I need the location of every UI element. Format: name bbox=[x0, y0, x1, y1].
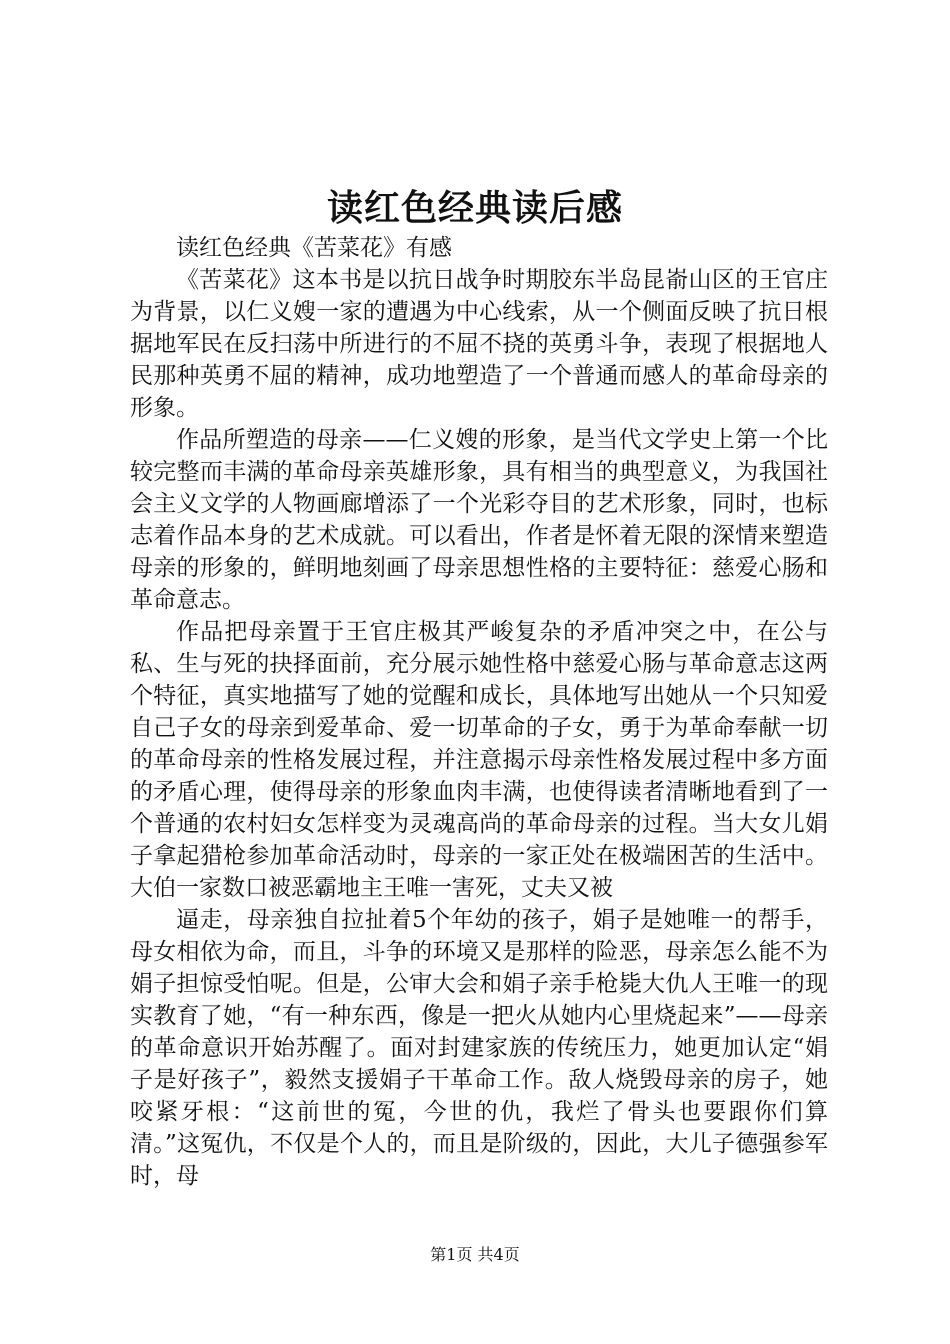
body-paragraph: 《苦菜花》这本书是以抗日战争时期胶东半岛昆嵛山区的王官庄为背景，以仁义嫂一家的遭遇为中心线索，从一个侧面反映了抗日根据地军民在反扫荡中所进行的不屈不挠的英勇斗争，表现了根据地人民那种英勇不屈的精神，成功地塑造了一个普通而感人的革命母亲的形象。 bbox=[130, 267, 828, 421]
page-number-footer: 第1页 共4页 bbox=[430, 1245, 520, 1264]
body-paragraph: 逼走，母亲独自拉扯着5个年幼的孩子，娟子是她唯一的帮手，母女相依为命，而且，斗争的环境又是那样的险恶，母亲怎么能不为娟子担惊受怕呢。但是，公审大会和娟子亲手枪毙大仇人王唯一的现实教育了她，“有一种东西，像是一把火从她内心里烧起来”——母亲的革命意识开始苏醒了。面对封建家族的传统压力，她更加认定“娟子是好孩子”，毅然支援娟子干革命工作。敌人烧毁母亲的房子，她咬紧牙根：“这前世的冤，今世的仇，我烂了骨头也要跟你们算清。”这冤仇，不仅是个人的，而且是阶级的，因此，大儿子德强参军时，母 bbox=[130, 907, 828, 1189]
body-paragraph: 作品所塑造的母亲——仁义嫂的形象，是当代文学史上第一个比较完整而丰满的革命母亲英雄形象，具有相当的典型意义，为我国社会主义文学的人物画廊增添了一个光彩夺目的艺术形象，同时，也标志着作品本身的艺术成就。可以看出，作者是怀着无限的深情来塑造母亲的形象的，鲜明地刻画了母亲思想性格的主要特征：慈爱心肠和革命意志。 bbox=[130, 427, 828, 613]
subtitle-paragraph: 读红色经典《苦菜花》有感 bbox=[176, 235, 452, 261]
document-body bbox=[130, 232, 828, 1192]
document-title: 读红色经典读后感 bbox=[326, 187, 623, 229]
body-paragraph: 作品把母亲置于王官庄极其严峻复杂的矛盾冲突之中，在公与私、生与死的抉择面前，充分展示她性格中慈爱心肠与革命意志这两个特征，真实地描写了她的觉醒和成长，具体地写出她从一个只知爱自己子女的母亲到爱革命、爱一切革命的子女，勇于为革命奉献一切的革命母亲的性格发展过程，并注意揭示母亲性格发展过程中多方面的矛盾心理，使得母亲的形象血肉丰满，也使得读者清晰地看到了一个普通的农村妇女怎样变为灵魂高尚的革命母亲的过程。当大女儿娟子拿起猎枪参加革命活动时，母亲的一家正处在极端困苦的生活中。大伯一家数口被恶霸地主王唯一害死，丈夫又被 bbox=[130, 619, 828, 901]
